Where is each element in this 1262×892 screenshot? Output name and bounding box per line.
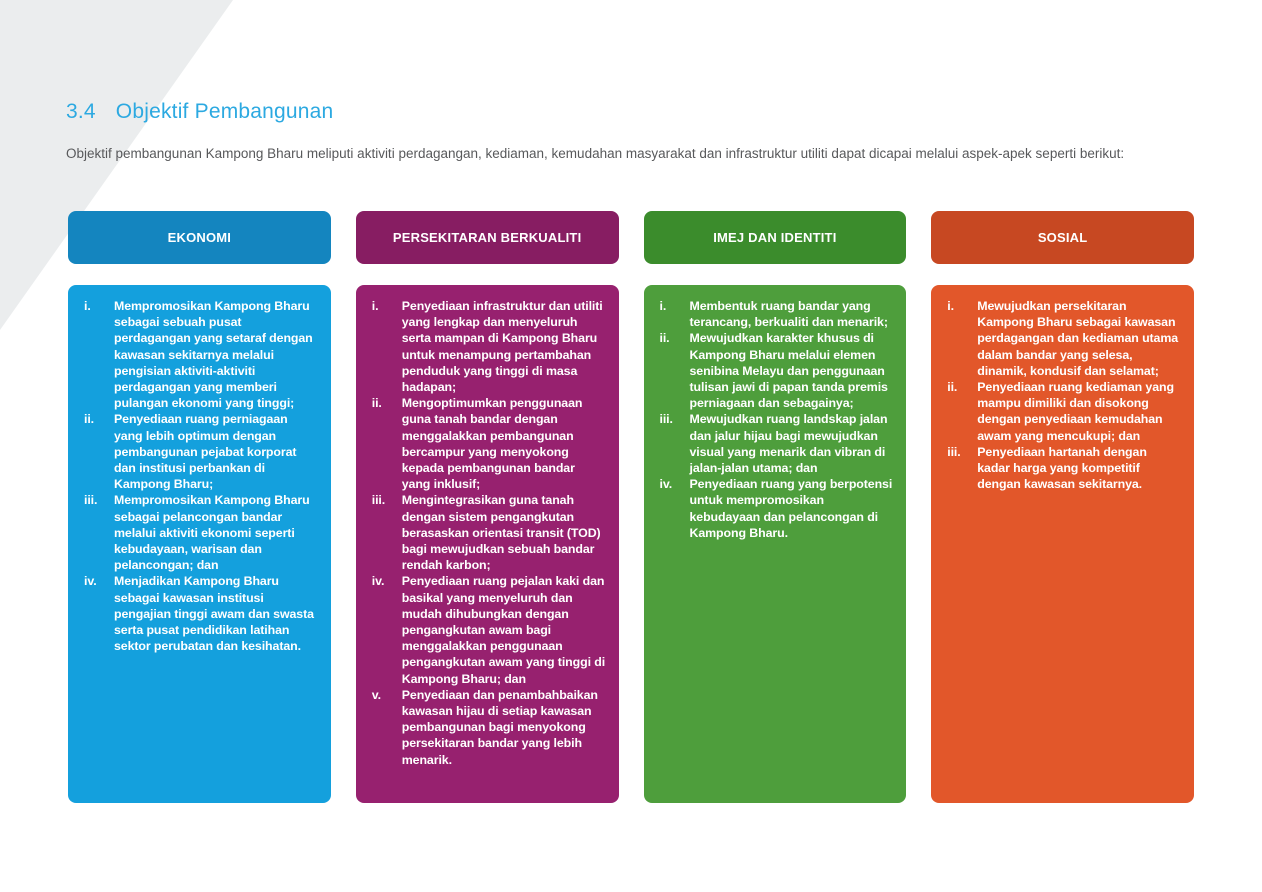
section-number: 3.4 <box>66 100 96 123</box>
objective-item-number: iii. <box>659 412 673 427</box>
objective-item <box>931 298 1194 379</box>
section-title: Objektif Pembangunan <box>115 100 334 123</box>
objective-item <box>356 492 619 573</box>
objective-item-number: ii. <box>659 331 670 346</box>
column-body-ekonomi <box>68 285 331 803</box>
column-header-persekitaran-berkualiti: PERSEKITARAN BERKUALITI <box>356 211 619 264</box>
objective-item-text: Mewujudkan persekitaran Kampong Bharu sebagai kawasan perdagangan dan kediaman utama dalam bandar yang selesa, dinamik, kondusif dan selamat; <box>977 299 1179 378</box>
objective-item-text: Penyediaan hartanah dengan kadar harga yang kompetitif dengan kawasan sekitarnya. <box>977 444 1147 492</box>
objective-item-number: iii. <box>947 444 961 459</box>
objective-item <box>644 476 907 541</box>
objective-item-text: Penyediaan infrastruktur dan utiliti yang lengkap dan menyeluruh serta mampan di Kampong Bharu untuk menampung pertambahan penduduk yang tinggi di masa hadapan; <box>401 299 603 395</box>
objective-item-text: Penyediaan dan penambahbaikan kawasan hijau di setiap kawasan pembangunan bagi menyokong persekitaran bandar yang lebih menarik. <box>401 687 598 767</box>
objective-item <box>68 492 331 573</box>
objective-item-number: i. <box>371 299 379 313</box>
column-body-sosial <box>931 285 1194 803</box>
objective-item-text: Mengoptimumkan penggunaan guna tanah bandar dengan menggalakkan pembangunan bercampur yang menyokong kepada pembangunan bandar yang inklusif; <box>401 396 583 492</box>
objective-item-text: Menjadikan Kampong Bharu sebagai kawasan institusi pengajian tinggi awam dan swasta serta pusat pendidikan latihan sektor perubatan dan kesihatan. <box>114 574 314 654</box>
objective-item-number: iv. <box>659 477 673 492</box>
column-header-sosial: SOSIAL <box>931 211 1194 264</box>
objective-item <box>931 444 1194 493</box>
objective-item <box>68 298 331 411</box>
objective-item-number: i. <box>659 299 667 313</box>
objective-item <box>644 411 907 476</box>
column-persekitaran-berkualiti <box>356 211 619 803</box>
column-sosial <box>931 211 1194 803</box>
objective-item <box>356 687 619 768</box>
column-header-imej-dan-identiti: IMEJ DAN IDENTITI <box>644 211 907 264</box>
objective-item-text: Mewujudkan ruang landskap jalan dan jalur hijau bagi mewujudkan visual yang menarik dan vibran di jalan-jalan utama; dan <box>689 412 888 476</box>
intro-text: Objektif pembangunan Kampong Bharu meliputi aktiviti perdagangan, kediaman, kemudahan masyarakat dan infrastruktur utiliti dapat dicapai melalui aspek-apek seperti berikut: <box>66 146 1125 161</box>
objective-item-number: iii. <box>84 493 98 508</box>
column-header-ekonomi: EKONOMI <box>68 211 331 264</box>
objective-item-number: ii. <box>371 396 382 411</box>
objective-item <box>356 298 619 395</box>
objective-item-text: Mempromosikan Kampong Bharu sebagai sebuah pusat perdagangan yang setaraf dengan kawasan sekitarnya melalui pengisian aktiviti-aktiviti perdagangan yang memberi pulangan ekonomi yang tinggi; <box>114 299 313 411</box>
objective-item <box>644 298 907 330</box>
column-body-imej-dan-identiti <box>644 285 907 803</box>
objective-item <box>931 379 1194 444</box>
objective-item-text: Mengintegrasikan guna tanah dengan sistem pengangkutan berasaskan orientasi transit (TOD) bagi mewujudkan sebuah bandar rendah karbon; <box>401 493 601 573</box>
page-title <box>66 100 333 124</box>
objective-item-text: Penyediaan ruang perniagaan yang lebih optimum dengan pembangunan pejabat korporat dan institusi perbankan di Kampong Bharu; <box>114 412 297 492</box>
column-body-persekitaran-berkualiti <box>356 285 619 803</box>
objective-item-text: Membentuk ruang bandar yang terancang, berkualiti dan menarik; <box>689 299 888 330</box>
objective-item-number: ii. <box>84 412 95 427</box>
objective-item <box>644 330 907 411</box>
objective-item-number: iv. <box>84 574 97 589</box>
objectives-columns <box>68 211 1194 803</box>
column-imej-dan-identiti <box>644 211 907 803</box>
objective-item-number: iii. <box>371 493 386 508</box>
objective-item-number: v. <box>371 687 381 702</box>
objective-item <box>356 395 619 492</box>
objective-item-number: ii. <box>947 380 958 395</box>
objective-item-text: Penyediaan ruang kediaman yang mampu dimiliki dan disokong dengan penyediaan kemudahan awam yang mencukupi; dan <box>977 380 1174 443</box>
objective-item-text: Mewujudkan karakter khusus di Kampong Bharu melalui elemen senibina Melayu dan penggunaan tulisan jawi di papan tanda premis perniagaan dan sebagainya; <box>689 331 888 411</box>
objective-item-number: i. <box>947 299 954 313</box>
objective-item <box>68 411 331 492</box>
objective-item-text: Penyediaan ruang pejalan kaki dan basikal yang menyeluruh dan mudah dihubungkan dengan pengangkutan awam bagi menggalakkan penggunaan pengangkutan awam yang tinggi di Kampong Bharu; dan <box>401 574 606 686</box>
objective-item-number: iv. <box>371 574 385 589</box>
objective-item-number: i. <box>84 299 91 313</box>
objective-item <box>356 573 619 686</box>
column-ekonomi <box>68 211 331 803</box>
objective-item-text: Penyediaan ruang yang berpotensi untuk mempromosikan kebudayaan dan pelancongan di Kampong Bharu. <box>689 477 893 540</box>
objective-item-text: Mempromosikan Kampong Bharu sebagai pelancongan bandar melalui aktiviti ekonomi seperti kebudayaan, warisan dan pelancongan; dan <box>114 493 310 573</box>
objective-item <box>68 573 331 654</box>
